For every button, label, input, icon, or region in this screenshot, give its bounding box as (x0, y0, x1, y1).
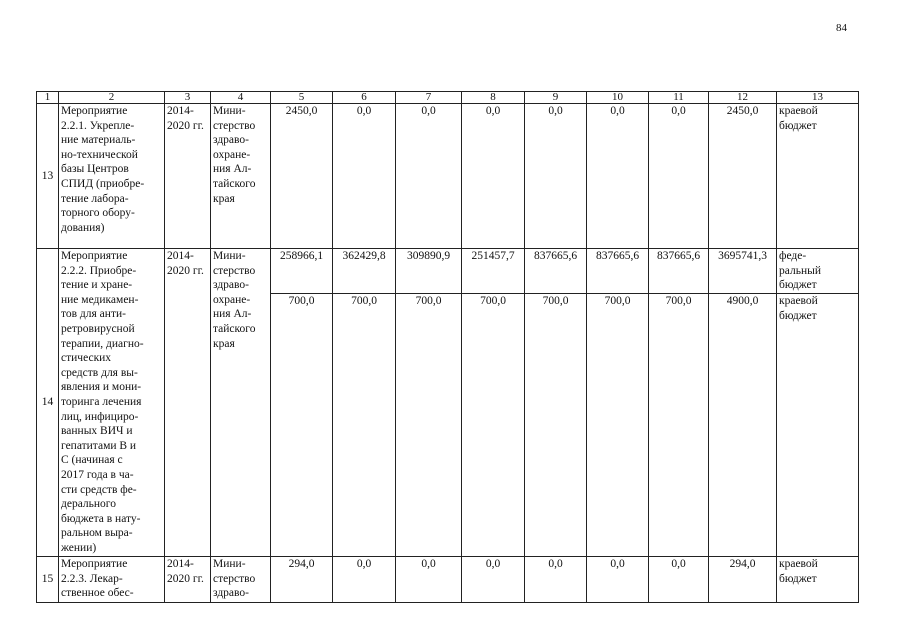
value-cell: 0,0 (587, 104, 649, 249)
funding-source: краевой бюджет (777, 104, 859, 249)
value-cell: 700,0 (462, 294, 525, 557)
value-cell: 4900,0 (709, 294, 777, 557)
period: 2014- 2020 гг. (165, 557, 211, 603)
value-cell: 0,0 (587, 557, 649, 603)
col-header-10: 10 (587, 92, 649, 104)
value-cell: 0,0 (525, 557, 587, 603)
measure-name: Мероприятие 2.2.1. Укрепле- ние материаль- но-технической базы Центров СПИД (приобре- тение лабора- торного обору- дования) (59, 104, 165, 249)
value-cell: 258966,1 (271, 249, 333, 294)
value-cell: 700,0 (333, 294, 396, 557)
value-cell: 362429,8 (333, 249, 396, 294)
value-cell: 294,0 (271, 557, 333, 603)
program-table (36, 91, 859, 603)
measure-name: Мероприятие 2.2.2. Приобре- тение и хране- ние медикамен- тов для анти- ретровирусной терапии, диагно- стических средств для вы- явления и мони- торинга лечения лиц, инфициро- ванных ВИЧ и гепатитами В и С (начиная с 2017 года в ча- сти средств фе- дерального бюджета в нату- ральном выра- жении) (59, 249, 165, 557)
col-header-12: 12 (709, 92, 777, 104)
col-header-6: 6 (333, 92, 396, 104)
col-header-9: 9 (525, 92, 587, 104)
value-cell: 0,0 (462, 557, 525, 603)
funding-source: краевой бюджет (777, 557, 859, 603)
table-row (37, 557, 859, 603)
value-cell: 0,0 (333, 557, 396, 603)
period: 2014- 2020 гг. (165, 104, 211, 249)
value-cell: 3695741,3 (709, 249, 777, 294)
col-header-5: 5 (271, 92, 333, 104)
table-row (37, 104, 859, 249)
row-number: 13 (37, 104, 59, 249)
measure-name: Мероприятие 2.2.3. Лекар- ственное обес- (59, 557, 165, 603)
value-cell: 0,0 (649, 557, 709, 603)
value-cell: 2450,0 (271, 104, 333, 249)
col-header-1: 1 (37, 92, 59, 104)
funding-source: феде- ральный бюджет (777, 249, 859, 294)
value-cell: 700,0 (525, 294, 587, 557)
executor: Мини- стерство здраво- охране- ния Ал- тайского края (211, 249, 271, 557)
col-header-11: 11 (649, 92, 709, 104)
value-cell: 2450,0 (709, 104, 777, 249)
value-cell: 0,0 (396, 104, 462, 249)
executor: Мини- стерство здраво- (211, 557, 271, 603)
col-header-4: 4 (211, 92, 271, 104)
value-cell: 837665,6 (525, 249, 587, 294)
value-cell: 0,0 (462, 104, 525, 249)
col-header-13: 13 (777, 92, 859, 104)
col-header-3: 3 (165, 92, 211, 104)
value-cell: 700,0 (271, 294, 333, 557)
value-cell: 294,0 (709, 557, 777, 603)
value-cell: 0,0 (525, 104, 587, 249)
column-number-row (37, 92, 859, 104)
value-cell: 700,0 (649, 294, 709, 557)
value-cell: 0,0 (649, 104, 709, 249)
value-cell: 251457,7 (462, 249, 525, 294)
row-number: 15 (37, 557, 59, 603)
value-cell: 700,0 (396, 294, 462, 557)
page-number: 84 (836, 22, 847, 34)
value-cell: 309890,9 (396, 249, 462, 294)
value-cell: 837665,6 (649, 249, 709, 294)
executor: Мини- стерство здраво- охране- ния Ал- тайского края (211, 104, 271, 249)
value-cell: 0,0 (333, 104, 396, 249)
col-header-7: 7 (396, 92, 462, 104)
period: 2014- 2020 гг. (165, 249, 211, 557)
col-header-8: 8 (462, 92, 525, 104)
value-cell: 837665,6 (587, 249, 649, 294)
row-number: 14 (37, 249, 59, 557)
value-cell: 0,0 (396, 557, 462, 603)
col-header-2: 2 (59, 92, 165, 104)
value-cell: 700,0 (587, 294, 649, 557)
table-row (37, 249, 859, 294)
funding-source: краевой бюджет (777, 294, 859, 557)
